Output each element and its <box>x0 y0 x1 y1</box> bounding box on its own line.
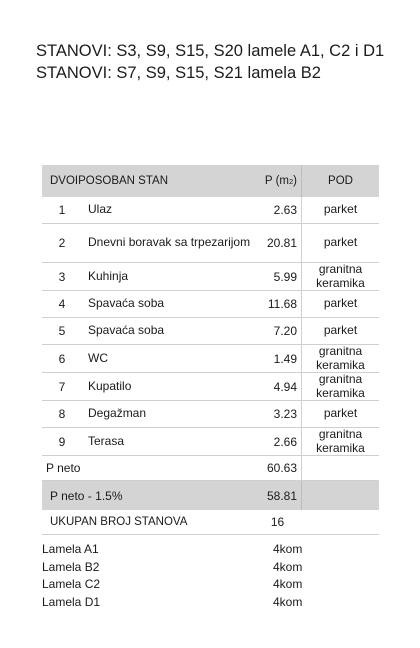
table-title: DVOIPOSOBAN STAN <box>50 175 169 187</box>
lamela-name: Lamela B2 <box>42 559 100 574</box>
room-area: 5.99 <box>273 269 297 284</box>
p-neto-reduced-floor-empty <box>301 481 379 510</box>
p-neto-floor-empty <box>301 456 379 480</box>
area-header-prefix: P (m <box>264 175 289 187</box>
room-floor: parket <box>301 291 379 317</box>
p-neto-value: 60.63 <box>266 461 297 475</box>
room-name: Terasa <box>88 433 125 448</box>
list-item <box>42 576 322 594</box>
room-area: 2.66 <box>273 434 297 449</box>
lamela-name: Lamela C2 <box>42 577 101 591</box>
room-name: Degažman <box>88 406 147 421</box>
list-item <box>42 541 322 559</box>
total-value: 16 <box>270 515 285 529</box>
room-area: 4.94 <box>273 379 297 394</box>
row-number: 8 <box>58 407 66 421</box>
room-name: Dnevni boravak sa trpezarijom <box>88 235 251 250</box>
room-name: Ulaz <box>88 202 113 217</box>
room-floor: granitna keramika <box>301 345 379 372</box>
column-header-area <box>254 165 301 197</box>
p-neto-label: P neto <box>46 461 81 475</box>
room-floor: parket <box>301 224 379 262</box>
room-floor: granitna keramika <box>301 428 379 455</box>
area-header-suffix: ) <box>293 175 297 187</box>
column-header-floor: POD <box>301 165 379 197</box>
heading-line-1: STANOVI: S3, S9, S15, S20 lamele A1, C2 i D1 <box>36 42 385 60</box>
total-label: UKUPAN BROJ STANOVA <box>50 516 188 528</box>
table-header <box>42 165 379 197</box>
row-number: 1 <box>58 203 66 217</box>
room-area: 2.63 <box>273 203 297 217</box>
table-row <box>42 345 379 373</box>
list-item <box>42 559 322 577</box>
room-area: 3.23 <box>273 407 297 421</box>
room-name: Spavaća soba <box>88 323 165 338</box>
room-table <box>42 165 379 535</box>
room-area: 1.49 <box>273 351 297 366</box>
table-row <box>42 428 379 456</box>
table-row <box>42 318 379 345</box>
room-name: Spavaća soba <box>88 296 165 311</box>
room-name: Kupatilo <box>88 378 132 393</box>
p-neto-row <box>42 456 379 481</box>
room-floor: parket <box>301 401 379 427</box>
room-name: WC <box>88 350 108 365</box>
table-row <box>42 401 379 428</box>
room-area: 11.68 <box>267 297 297 311</box>
room-area: 20.81 <box>266 236 297 250</box>
row-number: 9 <box>58 434 66 449</box>
lamela-count: 4kom <box>273 577 303 591</box>
table-row <box>42 224 379 263</box>
lamela-count: 4kom <box>273 559 303 574</box>
room-floor: granitna keramika <box>301 263 379 290</box>
row-number: 4 <box>58 297 66 311</box>
row-number: 6 <box>58 351 66 366</box>
row-number: 7 <box>58 379 66 394</box>
lamele-list <box>42 541 322 611</box>
p-neto-reduced-row <box>42 481 379 510</box>
list-item <box>42 594 322 612</box>
lamela-name: Lamela A1 <box>42 542 99 556</box>
row-number: 2 <box>58 236 66 250</box>
table-row <box>42 291 379 318</box>
heading-line-2: STANOVI: S7, S9, S15, S21 lamela B2 <box>36 64 321 82</box>
p-neto-reduced-label: P neto - 1.5% <box>50 488 123 503</box>
room-name: Kuhinja <box>88 268 129 283</box>
lamela-count: 4kom <box>273 542 303 556</box>
row-number: 3 <box>58 269 66 284</box>
table-row <box>42 373 379 401</box>
area-header-superscript: 2 <box>288 176 294 186</box>
room-floor: parket <box>301 197 379 223</box>
total-row <box>42 510 379 535</box>
lamela-count: 4kom <box>273 594 303 609</box>
table-row <box>42 197 379 224</box>
room-floor: granitna keramika <box>301 373 379 400</box>
room-area: 7.20 <box>273 324 297 338</box>
lamela-name: Lamela D1 <box>42 594 101 609</box>
room-floor: parket <box>301 318 379 344</box>
row-number: 5 <box>58 324 66 338</box>
table-row <box>42 263 379 291</box>
p-neto-reduced-value: 58.81 <box>266 488 297 503</box>
total-floor-empty <box>301 510 379 534</box>
